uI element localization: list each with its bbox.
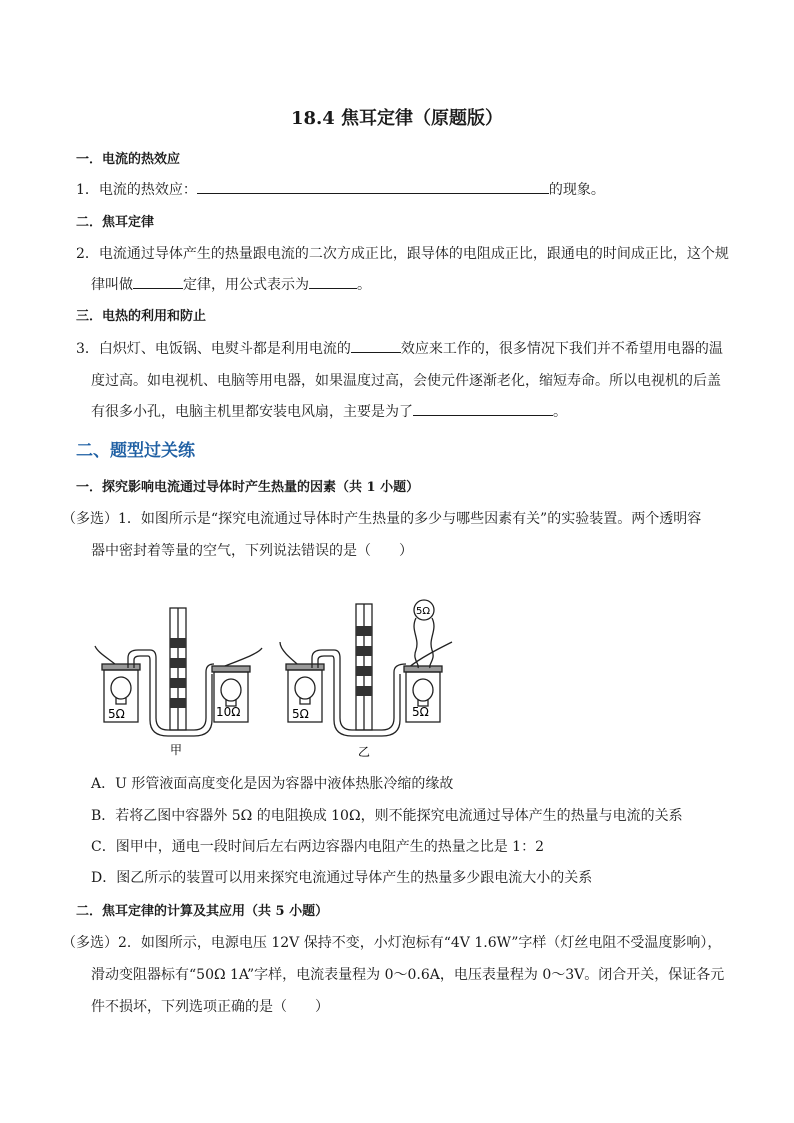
option-a[interactable]: A．U 形管液面高度变化是因为容器中液体热胀冷缩的缘故 — [91, 776, 454, 792]
label-right-r1: 5Ω — [292, 707, 309, 721]
answer-blank[interactable] — [351, 338, 401, 353]
container-lid — [404, 666, 442, 672]
question-mc1-line-1: （多选）1．如图所示是“探究电流通过导体时产生热量的多少与哪些因素有关”的实验装置。两个透明容 — [62, 511, 702, 527]
question-mc1-line-2: 器中密封着等量的空气，下列说法错误的是（ ） — [91, 543, 413, 559]
caption-right: 乙 — [358, 745, 371, 759]
resistor-coil — [413, 679, 433, 701]
label-left-r1: 5Ω — [108, 707, 125, 721]
heading-joule-law: 二．焦耳定律 — [76, 215, 155, 230]
question-2-line-1: 2．电流通过导体产生的热量跟电流的二次方成正比，跟导体的电阻成正比，跟通电的时间成正比，这个规 — [76, 246, 729, 262]
resistor-coil — [111, 677, 131, 699]
answer-blank[interactable] — [413, 401, 553, 416]
question-2-line-2 — [91, 274, 371, 294]
label-right-r2: 5Ω — [412, 705, 429, 719]
q2-text-c: 。 — [357, 277, 371, 293]
question-1 — [76, 179, 605, 199]
q2-text-b: 定律，用公式表示为 — [183, 277, 309, 293]
question-3-line-2: 度过高。如电视机、电脑等用电器，如果温度过高，会使元件逐渐老化，缩短寿命。所以电视机的后盖 — [91, 373, 721, 389]
question-mc2-line-1: （多选）2．如图所示，电源电压 12V 保持不变，小灯泡标有“4V 1.6W”字样（灯丝电阻不受温度影响）， — [62, 935, 722, 951]
q3-text-d: 。 — [553, 404, 567, 420]
question-mc2-line-2: 滑动变阻器标有“50Ω 1A”字样，电流表量程为 0～0.6A，电压表量程为 0～3V。闭合开关，保证各元 — [91, 967, 725, 983]
option-d[interactable]: D．图乙所示的装置可以用来探究电流通过导体产生的热量多少跟电流大小的关系 — [91, 870, 593, 886]
answer-blank[interactable] — [309, 274, 357, 289]
q1-prefix: 1．电流的热效应： — [76, 182, 197, 198]
resistor-coil — [221, 679, 241, 701]
heading-part-1: 一．探究影响电流通过导体时产生热量的因素（共 1 小题） — [76, 480, 420, 495]
q3-text-a: 3．白炽灯、电饭锅、电熨斗都是利用电流的 — [76, 341, 351, 357]
heading-heat-use: 三．电热的利用和防止 — [76, 309, 207, 324]
question-mc2-line-3: 件不损坏，下列选项正确的是（ ） — [91, 999, 329, 1015]
q3-text-c: 有很多小孔，电脑主机里都安装电风扇，主要是为了 — [91, 404, 413, 420]
q3-text-b: 效应来工作的，很多情况下我们并不希望用电器的温 — [400, 341, 723, 357]
answer-blank[interactable] — [197, 179, 549, 194]
container-lid — [212, 666, 250, 672]
answer-blank[interactable] — [133, 274, 183, 289]
heading-part-2: 二．焦耳定律的计算及其应用（共 5 小题） — [76, 904, 329, 919]
question-3-line-3 — [91, 401, 567, 421]
q1-suffix: 的现象。 — [548, 182, 605, 198]
wire — [220, 648, 262, 668]
q2-text-a: 律叫做 — [91, 277, 133, 293]
caption-left: 甲 — [170, 743, 183, 757]
resistor-coil — [295, 677, 315, 699]
heading-heat-effect: 一．电流的热效应 — [76, 152, 181, 167]
page-title: 18.4 焦耳定律（原题版） — [290, 108, 504, 129]
experiment-figure — [90, 598, 470, 763]
option-c[interactable]: C．图甲中，通电一段时间后左右两边容器内电阻产生的热量之比是 1：2 — [91, 839, 544, 855]
section-heading-practice: 二、题型过关练 — [76, 441, 195, 461]
label-right-r3: 5Ω — [416, 606, 431, 617]
option-b[interactable]: B．若将乙图中容器外 5Ω 的电阻换成 10Ω，则不能探究电流通过导体产生的热量与电流的关系 — [91, 808, 683, 824]
label-left-r2: 10Ω — [216, 705, 241, 719]
question-3-line-1 — [76, 338, 723, 358]
